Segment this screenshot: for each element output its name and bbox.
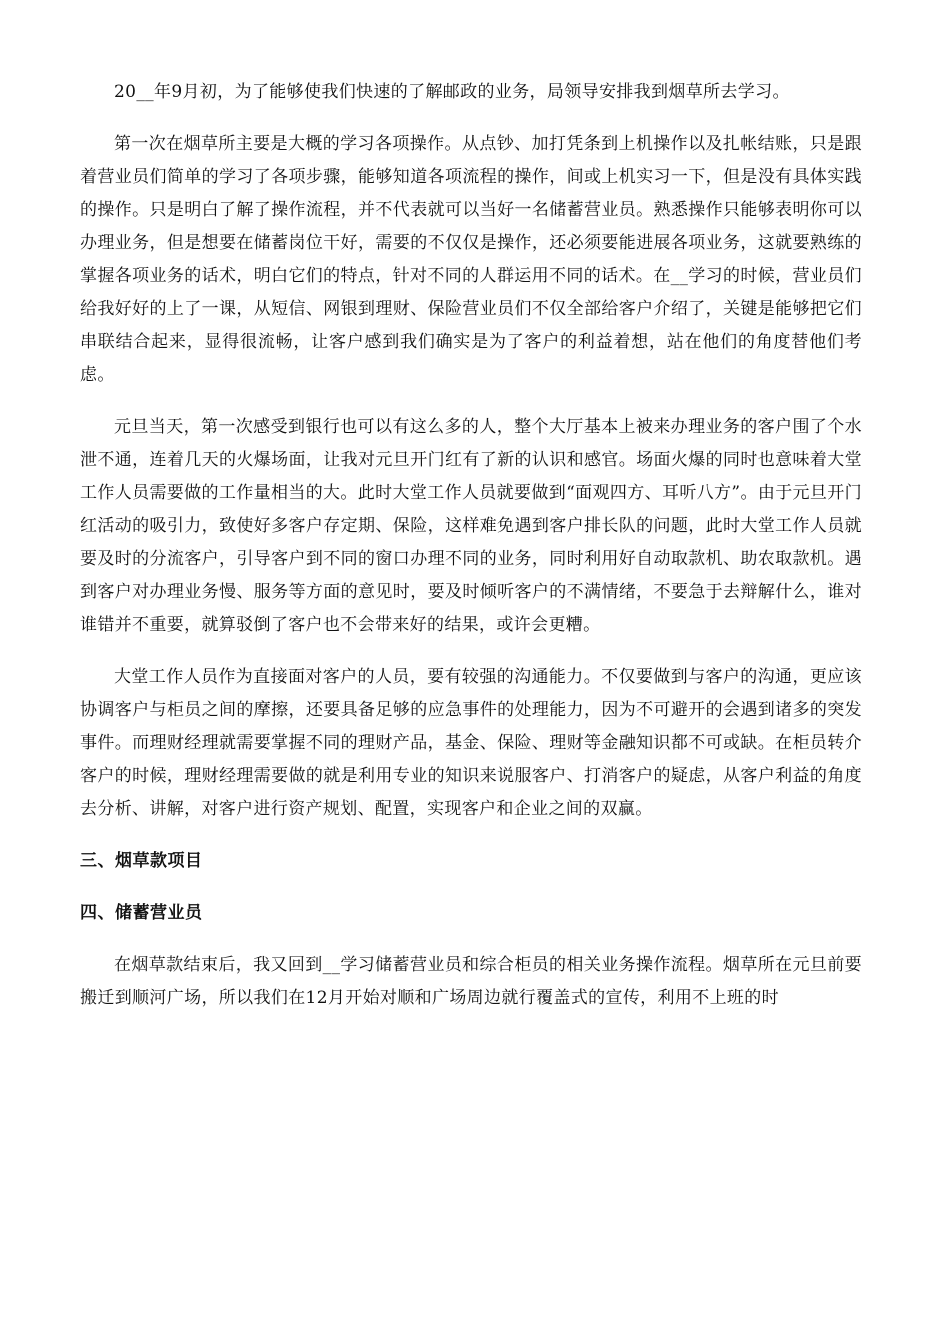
document-page <box>80 76 862 1034</box>
paragraph-after-tobacco: 在烟草款结束后，我又回到__学习储蓄营业员和综合柜员的相关业务操作流程。烟草所在元旦前要搬迁到顺河广场，所以我们在12月开始对顺和广场周边就行覆盖式的宣传，利用不上班的时 <box>80 955 862 1008</box>
section-heading-savings-teller: 四、储蓄营业员 <box>80 903 203 923</box>
paragraph-lobby-staff: 大堂工作人员作为直接面对客户的人员，要有较强的沟通能力。不仅要做到与客户的沟通，更应该协调客户与柜员之间的摩擦，还要具备足够的应急事件的处理能力，因为不可避开的会遇到诸多的突发事件。而理财经理就需要掌握不同的理财产品，基金、保险、理财等金融知识都不可或缺。在柜员转介客户的时候，理财经理需要做的就是利用专业的知识来说服客户、打消客户的疑虑，从客户利益的角度去分析、讲解，对客户进行资产规划、配置，实现客户和企业之间的双赢。 <box>80 667 862 819</box>
paragraph-first-study: 第一次在烟草所主要是大概的学习各项操作。从点钞、加打凭条到上机操作以及扎帐结账，只是跟着营业员们简单的学习了各项步骤，能够知道各项流程的操作，间或上机实习一下，但是没有具体实践的操作。只是明白了解了操作流程，并不代表就可以当好一名储蓄营业员。熟悉操作只能够表明你可以办理业务，但是想要在储蓄岗位干好，需要的不仅仅是操作，还必须要能进展各项业务，这就要熟练的掌握各项业务的话术，明白它们的特点，针对不同的人群运用不同的话术。在__学习的时候，营业员们给我好好的上了一课，从短信、网银到理财、保险营业员们不仅全部给客户介绍了，关键是能够把它们串联结合起来，显得很流畅，让客户感到我们确实是为了客户的利益着想，站在他们的角度替他们考虑。 <box>80 134 862 385</box>
section-heading-tobacco-project: 三、烟草款项目 <box>80 851 203 871</box>
paragraph-intro: 20__年9月初，为了能够使我们快速的了解邮政的业务，局领导安排我到烟草所去学习。 <box>114 82 790 102</box>
paragraph-new-year: 元旦当天，第一次感受到银行也可以有这么多的人，整个大厅基本上被来办理业务的客户围了个水泄不通，连着几天的火爆场面，让我对元旦开门红有了新的认识和感官。场面火爆的同时也意味着大堂工作人员需要做的工作量相当的大。此时大堂工作人员就要做到“面观四方、耳听八方”。由于元旦开门红活动的吸引力，致使好多客户存定期、保险，这样难免遇到客户排长队的问题，此时大堂工作人员就要及时的分流客户，引导客户到不同的窗口办理不同的业务，同时利用好自动取款机、助农取款机。遇到客户对办理业务慢、服务等方面的意见时，要及时倾听客户的不满情绪，不要急于去辩解什么，谁对谁错并不重要，就算驳倒了客户也不会带来好的结果，或许会更糟。 <box>80 417 862 635</box>
